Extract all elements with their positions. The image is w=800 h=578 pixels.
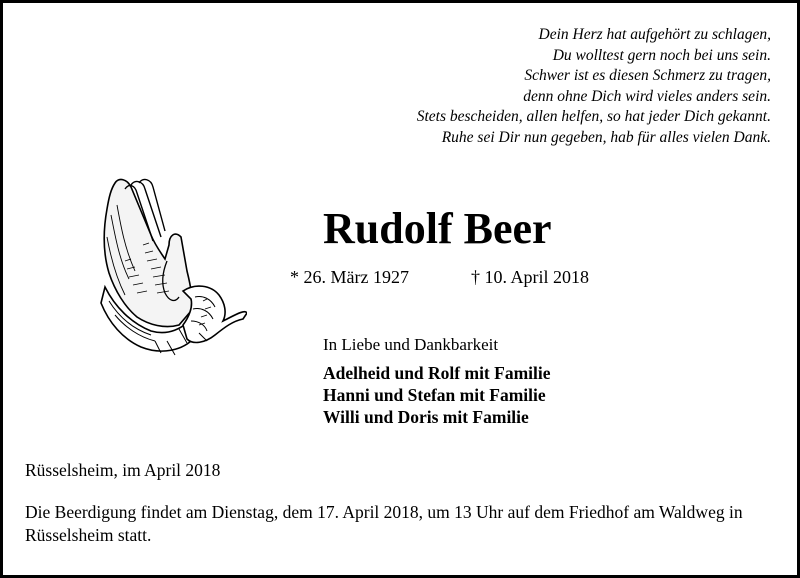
poem-line: Ruhe sei Dir nun gegeben, hab für alles vielen Dank.	[441, 128, 771, 146]
praying-hands-icon	[95, 175, 247, 359]
mourner-family: Willi und Doris mit Familie	[323, 407, 529, 427]
poem-line: Dein Herz hat aufgehört zu schlagen,	[538, 26, 771, 43]
mourner-family: Adelheid und Rolf mit Familie	[323, 363, 551, 383]
poem-line: Stets bescheiden, allen helfen, so hat jeder Dich gekannt.	[416, 108, 771, 125]
place-and-date: Rüsselsheim, im April 2018	[25, 460, 221, 480]
death-date: † 10. April 2018	[471, 267, 590, 287]
memorial-poem	[251, 25, 771, 148]
birth-date: * 26. März 1927	[290, 267, 409, 287]
poem-line: Du wolltest gern noch bei uns sein.	[552, 46, 771, 64]
mourners-intro: In Liebe und Dankbarkeit	[323, 335, 499, 354]
funeral-notice: Die Beerdigung findet am Dienstag, dem 17. April 2018, um 13 Uhr auf dem Friedhof am Waldweg in Rüsselsheim statt.	[25, 502, 743, 545]
mourners-block	[323, 333, 551, 428]
deceased-name: Rudolf Beer	[323, 204, 552, 253]
poem-line: denn ohne Dich wird vieles anders sein.	[523, 87, 771, 105]
mourner-family: Hanni und Stefan mit Familie	[323, 385, 546, 405]
poem-line: Schwer ist es diesen Schmerz zu tragen,	[524, 67, 771, 84]
